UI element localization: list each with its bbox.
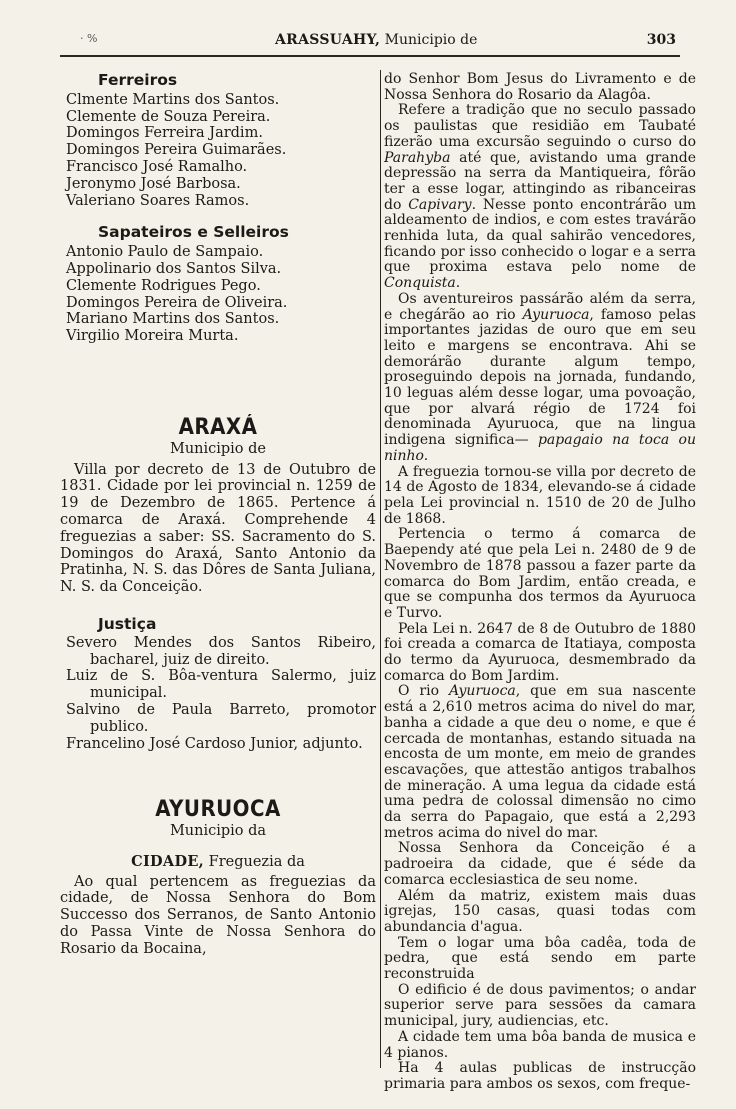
column-divider [380,70,381,1068]
list-item: Antonio Paulo de Sampaio. [66,244,264,261]
justica-list [60,635,376,753]
list-item: Appolinario dos Santos Silva. [66,260,282,277]
list-item: Francisco José Ramalho. [66,158,248,175]
paragraph: O edificio é de dous pavimentos; o andar superior serve para sessões da camara municipal, jury, audiencias, etc. [384,981,696,1030]
paragraph-italic: papagaio na toca ou ninho. [384,432,697,464]
sapateiros-list [60,244,376,345]
paragraph [384,292,696,465]
paragraph: A freguezia tornou-se villa por decreto de 14 de Agosto de 1834, elevando-se á cidade pela Lei provincial n. 1510 de 20 de Julho de 1868. [384,463,696,527]
paragraph-text: até que, avistando uma grande depressão na serra da Mantiqueira, fôrão ter a esse logar, attingindo as ribanceiras do [384,149,696,213]
paragraph-text: O rio [398,683,449,700]
list-item: Domingos Pereira de Oliveira. [66,294,288,311]
list-item: Domingos Ferreira Jardim. [66,125,263,142]
right-column [384,72,696,1093]
paragraph: Tem o logar uma bôa cadêa, toda de pedra, que está sendo em parte reconstruida [384,934,696,983]
list-item: Severo Mendes dos Santos Ribeiro, bacharel, juiz de direito. [66,634,376,668]
araxa-subtitle: Municipio de [169,440,267,457]
paragraph: Além da matriz, existem mais duas igrejas, 150 casas, quasi todas com abundancia d'agua. [384,887,696,935]
ferreiros-heading: Ferreiros [98,71,178,89]
running-title [275,32,477,48]
paragraph-italic: Ayuruoca [448,683,516,700]
paragraph: Ha 4 aulas publicas de instrucção primaria para ambos os sexos, com freque- [384,1060,696,1092]
ayuruoca-paragraph: Ao qual pertencem as freguezias da cidade, de Nossa Senhora do Bom Successo dos Serranos, de Santo Antonio do Passa Vinte de Nossa Senhora do Rosario da Bocaina, [60,873,376,957]
page-header [60,30,680,52]
paragraph: Nossa Senhora da Conceição é a padroeira da cidade, que é séde da comarca ecclesiastica de seu nome. [384,840,696,888]
list-item: Valeriano Soares Ramos. [66,192,250,209]
paragraph: do Senhor Bom Jesus do Livramento e de Nossa Senhora do Rosario da Alagôa. [384,71,696,103]
running-title-rest: Municipio de [380,32,478,48]
paragraph-text: , que em sua nascente está a 2,610 metros acima do nivel do mar, banha a cidade a que deu o nome, e que é cercada de montanhas, estando situada na encosta de um monte, em meio de grandes escavações, que attestão antigos trabalhos de mineração. A uma legua da cidade está uma pedra de colossal dimensão no cimo da serra do Papagaio, que está a 2,293 metros acima do nivel do mar. [384,683,696,841]
list-item: Clemente de Souza Pereira. [66,108,271,125]
list-item: Jeronymo José Barbosa. [66,175,241,192]
cidade-label: CIDADE, [131,852,205,870]
paragraph-italic: Conquista [384,275,456,292]
running-title-bold: ARASSUAHY, [275,32,381,48]
list-item: Virgilio Moreira Murta. [66,328,239,345]
header-mark: · % [80,32,98,45]
left-column [60,72,376,958]
araxa-paragraph: Villa por decreto de 13 de Outubro de 1831. Cidade por lei provincial n. 1259 de 19 de Dezembro de 1865. Pertence á comarca de Araxá. Comprehende 4 freguezias a saber: SS. Sacramento do S. Domingos do Araxá, Santo Antonio da Pratinha, N. S. das Dôres de Santa Juliana, N. S. da Conceição. [60,461,376,596]
list-item: Clmente Martins dos Santos. [66,91,280,108]
list-item: Salvino de Paula Barreto, promotor publico. [66,701,376,735]
cidade-rest: Freguezia da [204,853,305,870]
paragraph-italic: Capivary [408,196,472,213]
paragraph: A cidade tem uma bôa banda de musica e 4 pianos. [384,1028,696,1061]
paragraph-italic: Parahyba [384,149,451,166]
ayuruoca-subtitle: Municipio da [169,823,267,840]
header-rule [60,55,680,57]
paragraph-text: , famoso pelas importantes jazidas de ouro que em seu leito e margens se encontrava. Ahi se demorárão durante algum tempo, proseguindo depois na jornada, fundando, 10 leguas além desse logar, uma povoação, que por alvará régio de 1724 foi denominada Ayuruoca, que na lingua indigena significa— [384,306,696,449]
list-item: Clemente Rodrigues Pego. [66,277,261,294]
paragraph [384,103,696,291]
ferreiros-list [60,92,376,210]
page-number: 303 [646,32,676,48]
paragraph-italic: Ayuruoca [522,306,590,323]
paragraph: Pela Lei n. 2647 de 8 de Outubro de 1880 foi creada a comarca de Itatiaya, composta do termo da Ayuruoca, desmembrado da comarca do Bom Jardim. [384,620,696,684]
paragraph-text: Os aventureiros passárão além da serra, e chegárão ao rio [384,290,696,323]
paragraph: Pertencia o termo á comarca de Baependy até que pela Lei n. 2480 de 9 de Novembro de 1878 passou a fazer parte da comarca do Bom Jardim, então creada, e que se compunha dos termos da Ayuruoca e Turvo. [384,526,696,621]
cidade-line [60,854,376,871]
paragraph [384,684,696,841]
list-item: Domingos Pereira Guimarães. [66,142,287,159]
paragraph-text: Refere a tradição que no seculo passado os paulistas que residião em Taubaté fizerão uma excursão seguindo o curso do [384,102,696,150]
ayuruoca-title: AYURUOCA [155,797,281,823]
list-item: Luiz de S. Bôa-ventura Salermo, juiz municipal. [66,668,376,702]
paragraph-text: . Nesse ponto encontrárão um aldeamento de indios, e com estes travárão renhida luta, da qual sahirão vencedores, ficando por isso conhecido o logar e a serra que proxima estava pelo nome de [384,196,696,276]
paragraph-text: . [455,275,461,292]
list-item: Mariano Martins dos Santos. [66,311,280,328]
justica-heading: Justiça [98,614,157,633]
araxa-title: ARAXÁ [178,414,258,440]
sapateiros-heading: Sapateiros e Selleiros [98,223,289,242]
list-item: Francelino José Cardoso Junior, adjunto. [66,735,363,752]
